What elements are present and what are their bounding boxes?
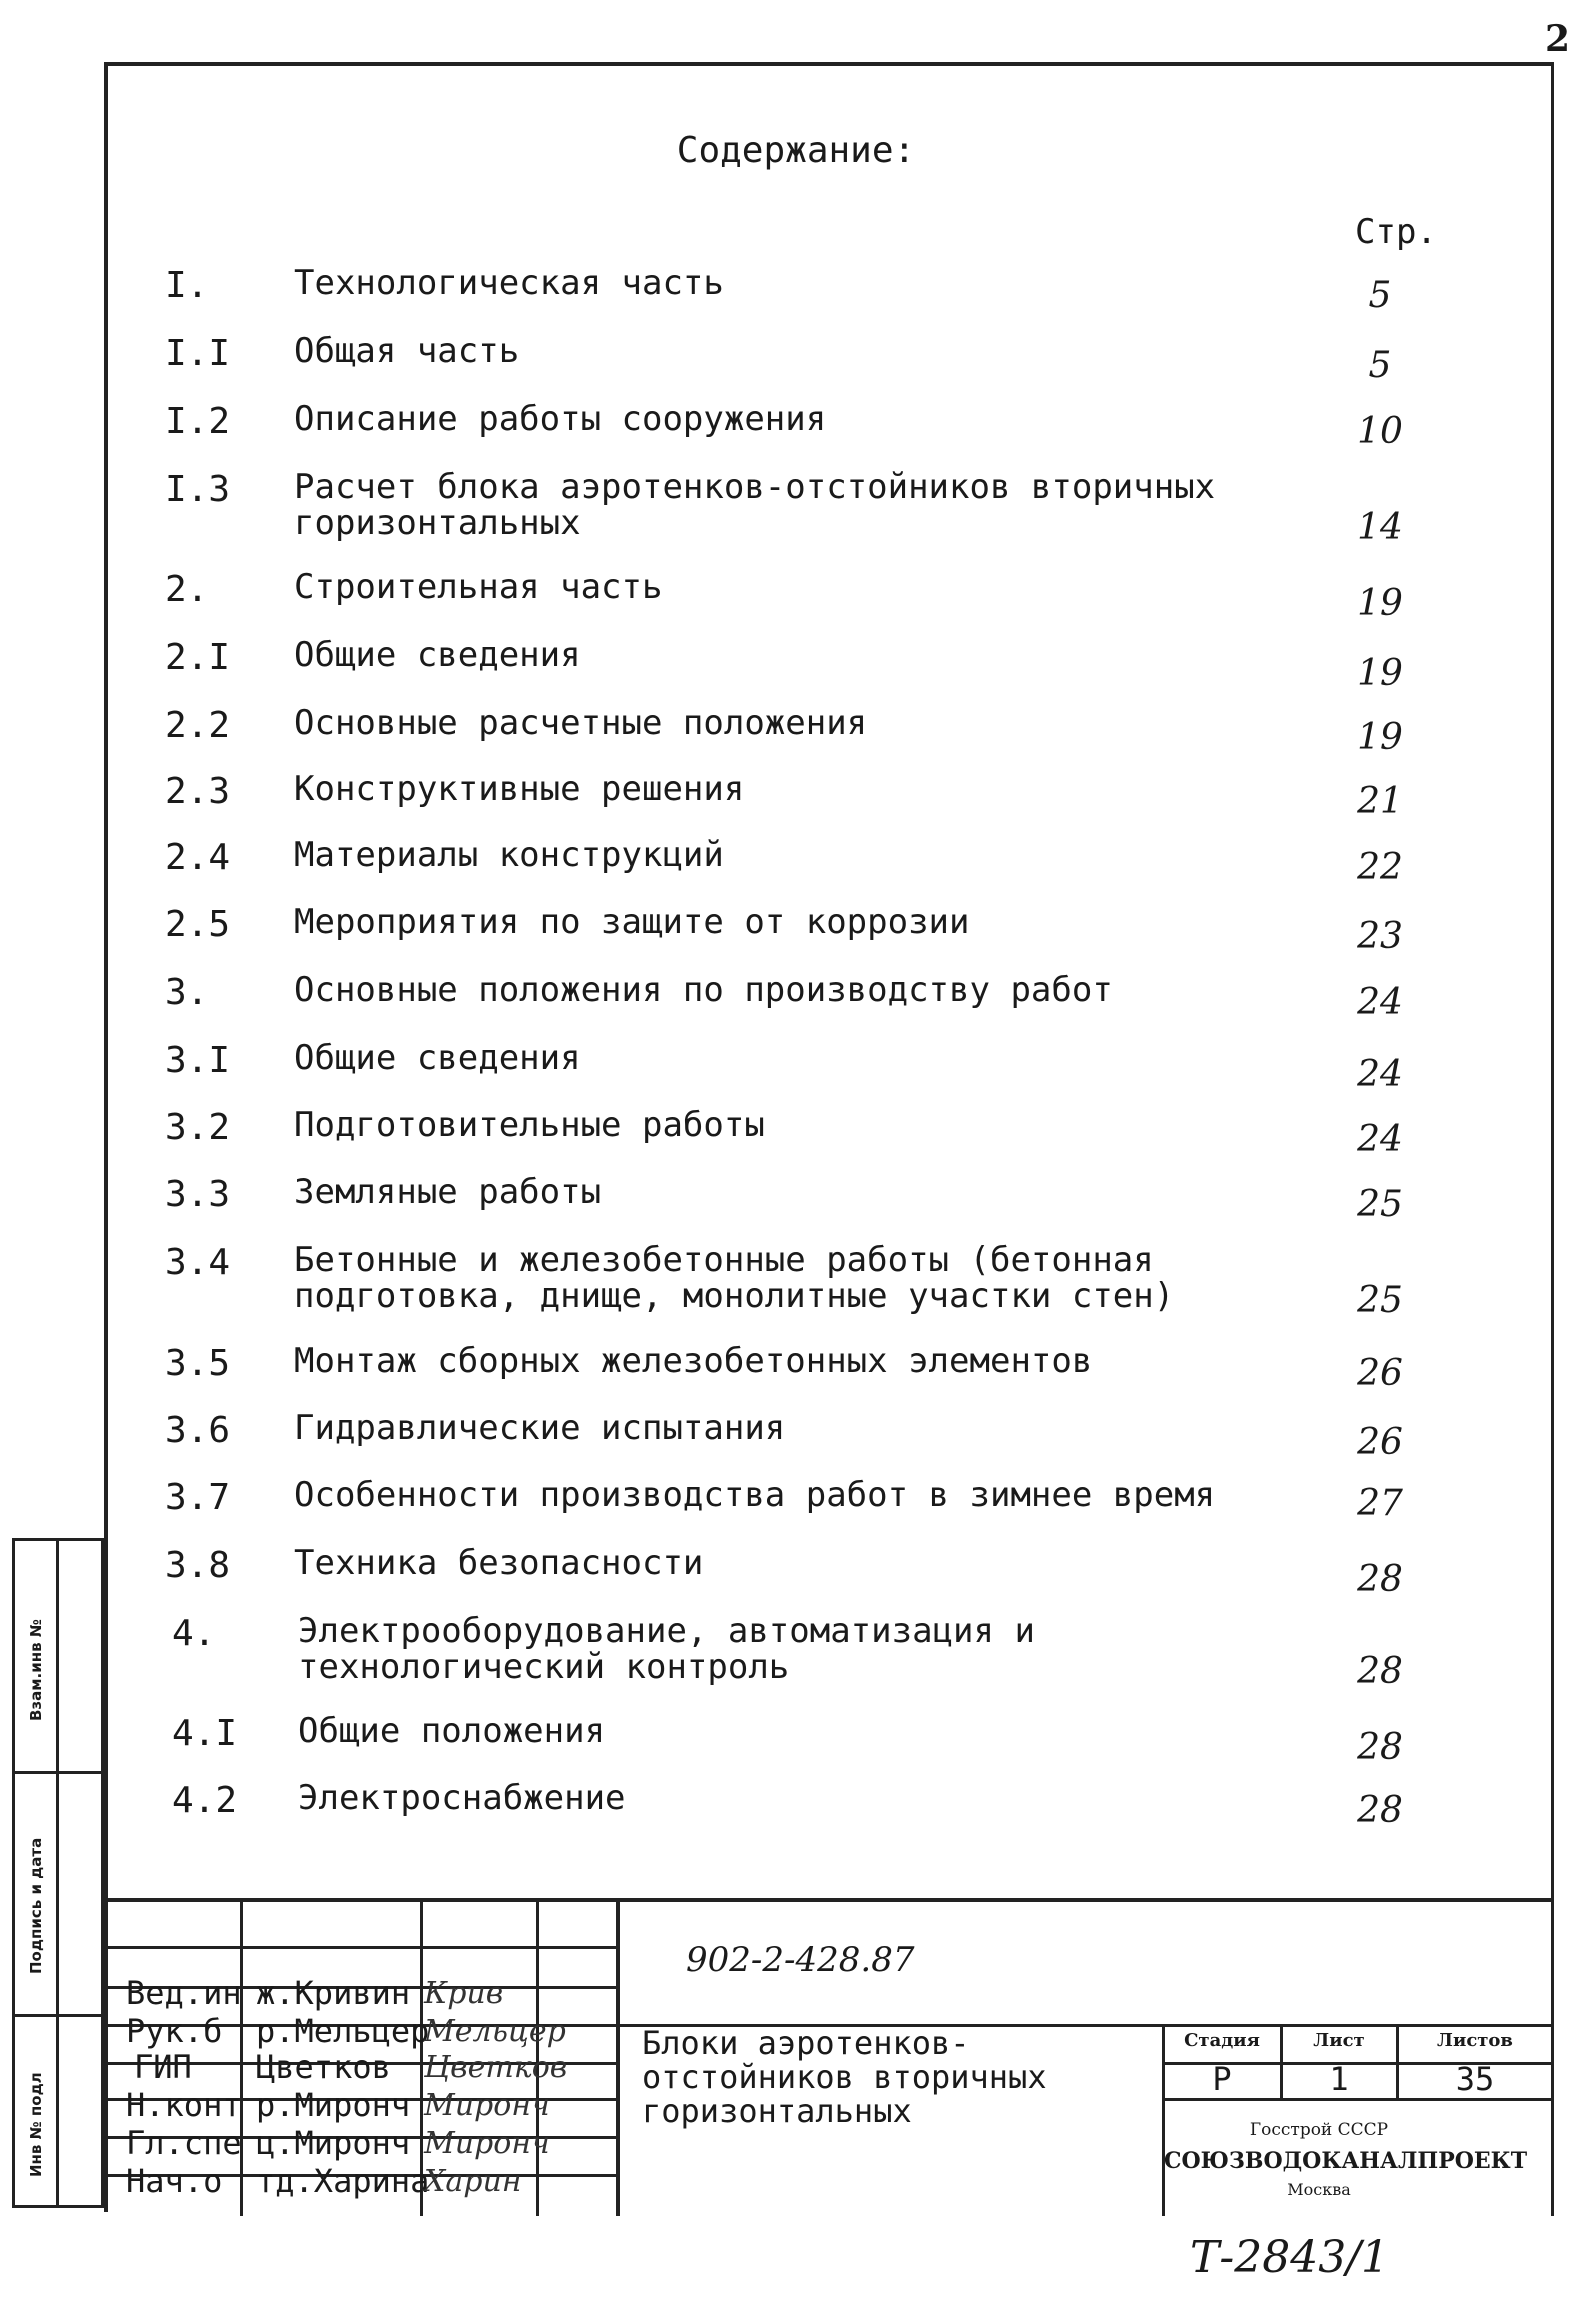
toc-number: 3.5 [165,1343,231,1384]
side-cell-inventory [15,2017,59,2205]
toc-label: Основные расчетные положения [294,703,868,743]
tb-line [240,1902,243,2216]
sheets-value: 35 [1455,2060,1495,2098]
signer-role: Гл.спе [126,2124,242,2162]
org-city: Москва [1287,2180,1351,2199]
toc-page: 19 [1357,653,1403,694]
toc-page: 24 [1357,1054,1403,1095]
toc-label: Земляные работы [294,1172,602,1212]
toc-label: Монтаж сборных железобетонных элементов [294,1341,1093,1381]
toc-label: Технологическая часть [294,263,724,303]
toc-page: 24 [1357,1119,1403,1160]
project-title: Блоки аэротенков-отстойников вторичных горизонтальных [642,2024,1047,2130]
toc-number: 2.I [165,637,231,678]
toc-number: 2.3 [165,771,231,812]
side-cell-replacement [15,1541,59,1771]
toc-number: 3.3 [165,1174,231,1215]
signer-role: Н.конт [126,2086,242,2124]
toc-label: Конструктивные решения [294,769,745,809]
toc-number: 4.I [172,1713,238,1754]
signer-name: Цветков [256,2048,391,2086]
toc-number: 2.4 [165,837,231,878]
signer-signature: Цветков [424,2050,568,2085]
signer-signature: Мельцер [424,2014,566,2049]
toc-page: 5 [1368,345,1392,386]
toc-page: 28 [1357,1559,1403,1600]
toc-label: Бетонные и железобетонные работы (бетонная подготовка, днище, монолитные участки стен) [294,1240,1175,1316]
toc-number: I.3 [165,469,231,510]
stage-value: Р [1212,2060,1232,2098]
toc-label: Особенности производства работ в зимнее время [294,1475,1216,1515]
toc-page: 26 [1357,1353,1403,1394]
signer-role: Рук.б [126,2012,223,2050]
toc-page: 25 [1357,1184,1403,1225]
toc-title: Содержание: [676,130,916,171]
toc-label: Электроснабжение [298,1778,626,1818]
side-label-inventory: Инв № подл [27,2072,45,2177]
toc-page: 23 [1357,916,1403,957]
toc-number: 2.5 [165,904,231,945]
signer-name: р.Мельцер [256,2012,430,2050]
sheet-header: Лист [1313,2030,1365,2051]
toc-page: 27 [1357,1483,1403,1524]
signer-role: Вед.ин [126,1974,242,2012]
toc-label: Расчет блока аэротенков-отстойников вторичных горизонтальных [294,467,1216,543]
org-name: СОЮЗВОДОКАНАЛПРОЕКТ [1164,2148,1528,2174]
toc-number: 4. [172,1613,216,1654]
toc-page: 28 [1357,1651,1403,1692]
toc-page: 19 [1357,583,1403,624]
toc-label: Описание работы сооружения [294,399,827,439]
toc-number: 3.I [165,1040,231,1081]
tb-line [616,1902,620,2216]
toc-label: Материалы конструкций [294,835,724,875]
signer-role: Нач.о [126,2162,223,2200]
toc-page: 5 [1368,275,1392,316]
tb-line [1164,2098,1554,2101]
toc-label: Общие положения [298,1711,606,1751]
toc-page: 26 [1357,1422,1403,1463]
toc-label: Общая часть [294,331,520,371]
toc-number: I.I [165,333,231,374]
toc-label: Общие сведения [294,1038,581,1078]
signer-role: ГИП [134,2048,192,2086]
side-stamp [12,1538,104,2208]
org-ministry: Госстрой СССР [1249,2120,1389,2140]
toc-number: 3.8 [165,1545,231,1586]
toc-page: 24 [1357,982,1403,1023]
signer-signature: Харин [424,2164,522,2199]
page-column-header: Стр. [1355,212,1437,252]
signer-name: р.Миронч [256,2086,411,2124]
toc-page: 28 [1357,1727,1403,1768]
toc-number: I.2 [165,401,231,442]
toc-label: Гидравлические испытания [294,1408,786,1448]
toc-number: 3.7 [165,1477,231,1518]
toc-number: 2.2 [165,705,231,746]
signer-name: ж.Кривин [256,1974,411,2012]
toc-number: I. [165,265,209,306]
toc-page: 28 [1357,1790,1403,1831]
toc-number: 3. [165,972,209,1013]
sheet-value: 1 [1329,2060,1349,2098]
toc-page: 14 [1357,507,1403,548]
archive-code: Т-2843/1 [1190,2232,1390,2283]
side-label-signature: Подпись и дата [27,1837,45,1974]
toc-number: 3.2 [165,1107,231,1148]
tb-line [1551,1902,1554,2216]
page-number: 2 [1545,18,1571,60]
side-cell-signature [15,1774,59,2014]
signer-name: тд.Харина [256,2162,430,2200]
toc-page: 10 [1357,411,1403,452]
toc-label: Мероприятия по защите от коррозии [294,902,970,942]
sheets-header: Листов [1437,2030,1513,2051]
stage-header: Стадия [1184,2030,1260,2051]
document-code: 902-2-428.87 [686,1940,915,1980]
toc-label: Основные положения по производству работ [294,970,1113,1010]
toc-page: 19 [1357,717,1403,758]
toc-label: Общие сведения [294,635,581,675]
toc-page: 25 [1357,1280,1403,1321]
signer-signature: Крив [424,1976,504,2011]
signer-signature: Миронч [424,2088,550,2123]
toc-label: Техника безопасности [294,1543,704,1583]
toc-label: Строительная часть [294,567,663,607]
toc-page: 21 [1357,781,1403,822]
toc-label: Подготовительные работы [294,1105,765,1145]
toc-page: 22 [1357,847,1403,888]
title-block [104,1898,1554,2212]
signer-signature: Миронч [424,2126,550,2161]
signer-name: ц.Миронч [256,2124,411,2162]
toc-label: Электрооборудование, автоматизация и технологический контроль [298,1611,1035,1687]
toc-number: 3.6 [165,1410,231,1451]
toc-number: 2. [165,569,209,610]
side-label-replacement: Взам.инв № [27,1619,45,1721]
toc-number: 3.4 [165,1242,231,1283]
tb-line [104,1946,619,1949]
toc-number: 4.2 [172,1780,238,1821]
